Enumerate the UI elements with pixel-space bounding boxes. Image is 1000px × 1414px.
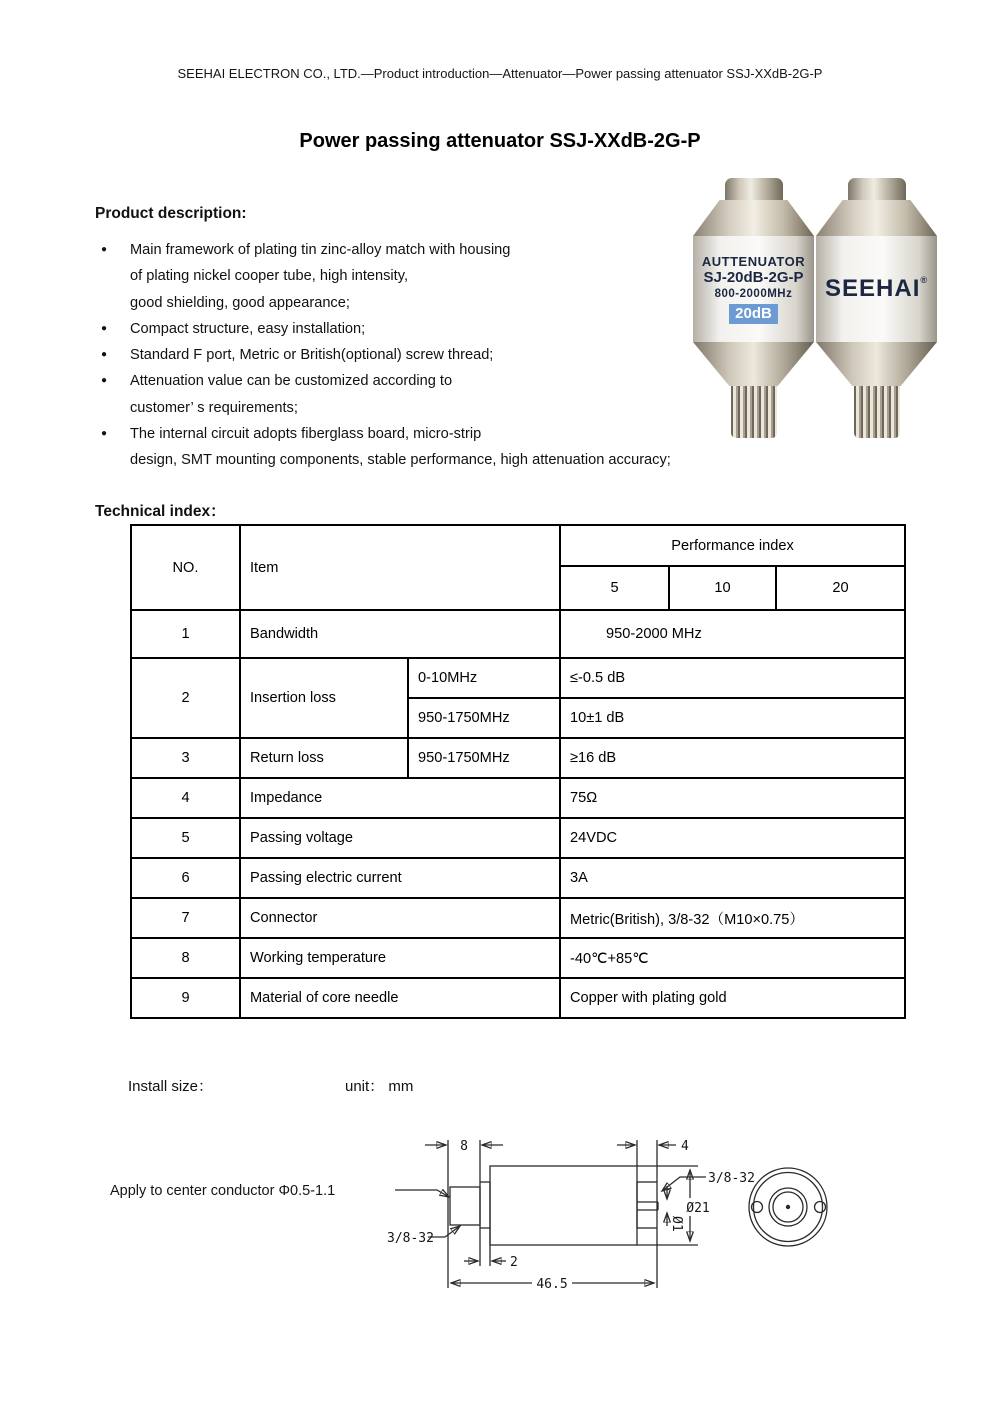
table-row [131,738,905,778]
attenuator-shoulder [693,200,814,236]
row-value: ≤-0.5 dB [560,658,905,698]
dim-port-length: 4 [681,1139,689,1154]
row-item: Bandwidth [240,610,560,658]
list-item-line: good shielding, good appearance; [130,294,350,311]
thread-spec-right: 3/8-32 [708,1171,755,1186]
list-item-line: customer’ s requirements; [130,399,298,416]
row-condition: 950-1750MHz [408,738,560,778]
attenuator-f-connector [731,386,777,438]
dim-diameter: Ø21 [686,1201,710,1216]
col-header-5: 5 [560,566,669,610]
row-value: 10±1 dB [560,698,905,738]
row-item: Passing electric current [240,858,560,898]
row-no: 1 [131,610,240,658]
product-photo [693,178,937,440]
row-item: Material of core needle [240,978,560,1018]
table-row [131,778,905,818]
port-section [637,1182,657,1228]
col-header-item: Item [240,525,560,610]
attenuator-label [693,236,814,342]
row-item: Connector [240,898,560,938]
technical-index-table [130,524,906,1019]
row-item: Insertion loss [240,658,408,738]
row-item: Impedance [240,778,560,818]
label-product-type: AUTTENUATOR [701,254,806,269]
row-no: 4 [131,778,240,818]
dim-total-length: 46.5 [536,1277,568,1292]
breadcrumb: SEEHAI ELECTRON CO., LTD.—Product introduction—Attenuator—Power passing attenuator SSJ-XXdB-2G-P [177,66,823,81]
install-unit-label: unit： mm [345,1078,414,1095]
label-frequency-range: 800-2000MHz [714,288,793,300]
row-value: ≥16 dB [560,738,905,778]
list-item-line: Standard F port, Metric or British(optional) screw thread; [130,347,494,364]
label-model-number: SJ-20dB-2G-P [703,269,804,286]
row-item: Return loss [240,738,408,778]
dim-thread-length: 8 [460,1139,468,1154]
technical-index-heading: Technical index： [95,503,226,520]
bullet-icon: ● [101,375,108,387]
collar-section [480,1182,490,1228]
attenuator-back-view [816,178,937,440]
end-view [749,1168,827,1246]
install-size-label: Install size： [128,1078,214,1095]
install-size-drawing [95,1120,990,1310]
list-item-line: design, SMT mounting components, stable performance, high attenuation accuracy; [130,452,671,469]
table-row [131,938,905,978]
dim-pin-diameter: Ø1 [669,1216,684,1232]
row-no: 7 [131,898,240,938]
body-section [490,1166,637,1245]
col-header-10: 10 [669,566,776,610]
thread-section [450,1187,480,1225]
table-row [131,818,905,858]
bullet-icon: ● [101,244,108,255]
row-value: -40℃+85℃ [560,938,905,978]
row-no: 5 [131,818,240,858]
page-title: Power passing attenuator SSJ-XXdB-2G-P [299,130,701,152]
table-row [131,658,905,698]
row-item: Working temperature [240,938,560,978]
attenuator-cap [725,178,783,202]
row-value: 3A [560,858,905,898]
brand-name: SEEHAI® [825,275,928,302]
attenuator-lower-body [693,342,814,386]
row-no: 9 [131,978,240,1018]
row-no: 2 [131,658,240,738]
list-item-line: Compact structure, easy installation; [130,320,366,337]
bullet-icon: ● [101,349,108,361]
dim-collar-length: 2 [510,1255,518,1270]
row-no: 3 [131,738,240,778]
registered-mark: ® [920,275,928,285]
col-header-20: 20 [776,566,905,610]
attenuator-shoulder [816,200,937,236]
col-header-no: NO. [131,525,240,610]
col-header-performance: Performance index [560,525,905,566]
attenuator-brand-label [816,236,937,342]
row-no: 6 [131,858,240,898]
list-item-line: of plating nickel cooper tube, high intensity, [130,268,408,285]
bullet-icon: ● [101,428,108,440]
table-row [131,978,905,1018]
attenuator-front-view [693,178,814,440]
center-conductor-note: Apply to center conductor Φ0.5-1.1 [110,1183,336,1199]
table-row [131,898,905,938]
table-row [131,610,905,658]
product-description-heading: Product description: [95,205,247,222]
row-condition: 0-10MHz [408,658,560,698]
table-row [131,858,905,898]
row-value: 75Ω [560,778,905,818]
attenuator-lower-body [816,342,937,386]
row-value: Metric(British), 3/8-32（M10×0.75） [560,898,905,938]
attenuator-cap [848,178,906,202]
list-item-line: Attenuation value can be customized according to [130,373,453,390]
row-value: 24VDC [560,818,905,858]
row-condition: 950-1750MHz [408,698,560,738]
label-attenuation-badge: 20dB [729,304,778,324]
row-no: 8 [131,938,240,978]
list-item-line: The internal circuit adopts fiberglass board, micro-strip [130,426,482,443]
row-value: 950-2000 MHz [560,610,905,658]
row-value: Copper with plating gold [560,978,905,1018]
row-item: Passing voltage [240,818,560,858]
list-item-line: Main framework of plating tin zinc-alloy match with housing [130,242,511,258]
bullet-icon: ● [101,322,108,334]
attenuator-f-connector [854,386,900,438]
thread-spec-left: 3/8-32 [387,1231,434,1246]
